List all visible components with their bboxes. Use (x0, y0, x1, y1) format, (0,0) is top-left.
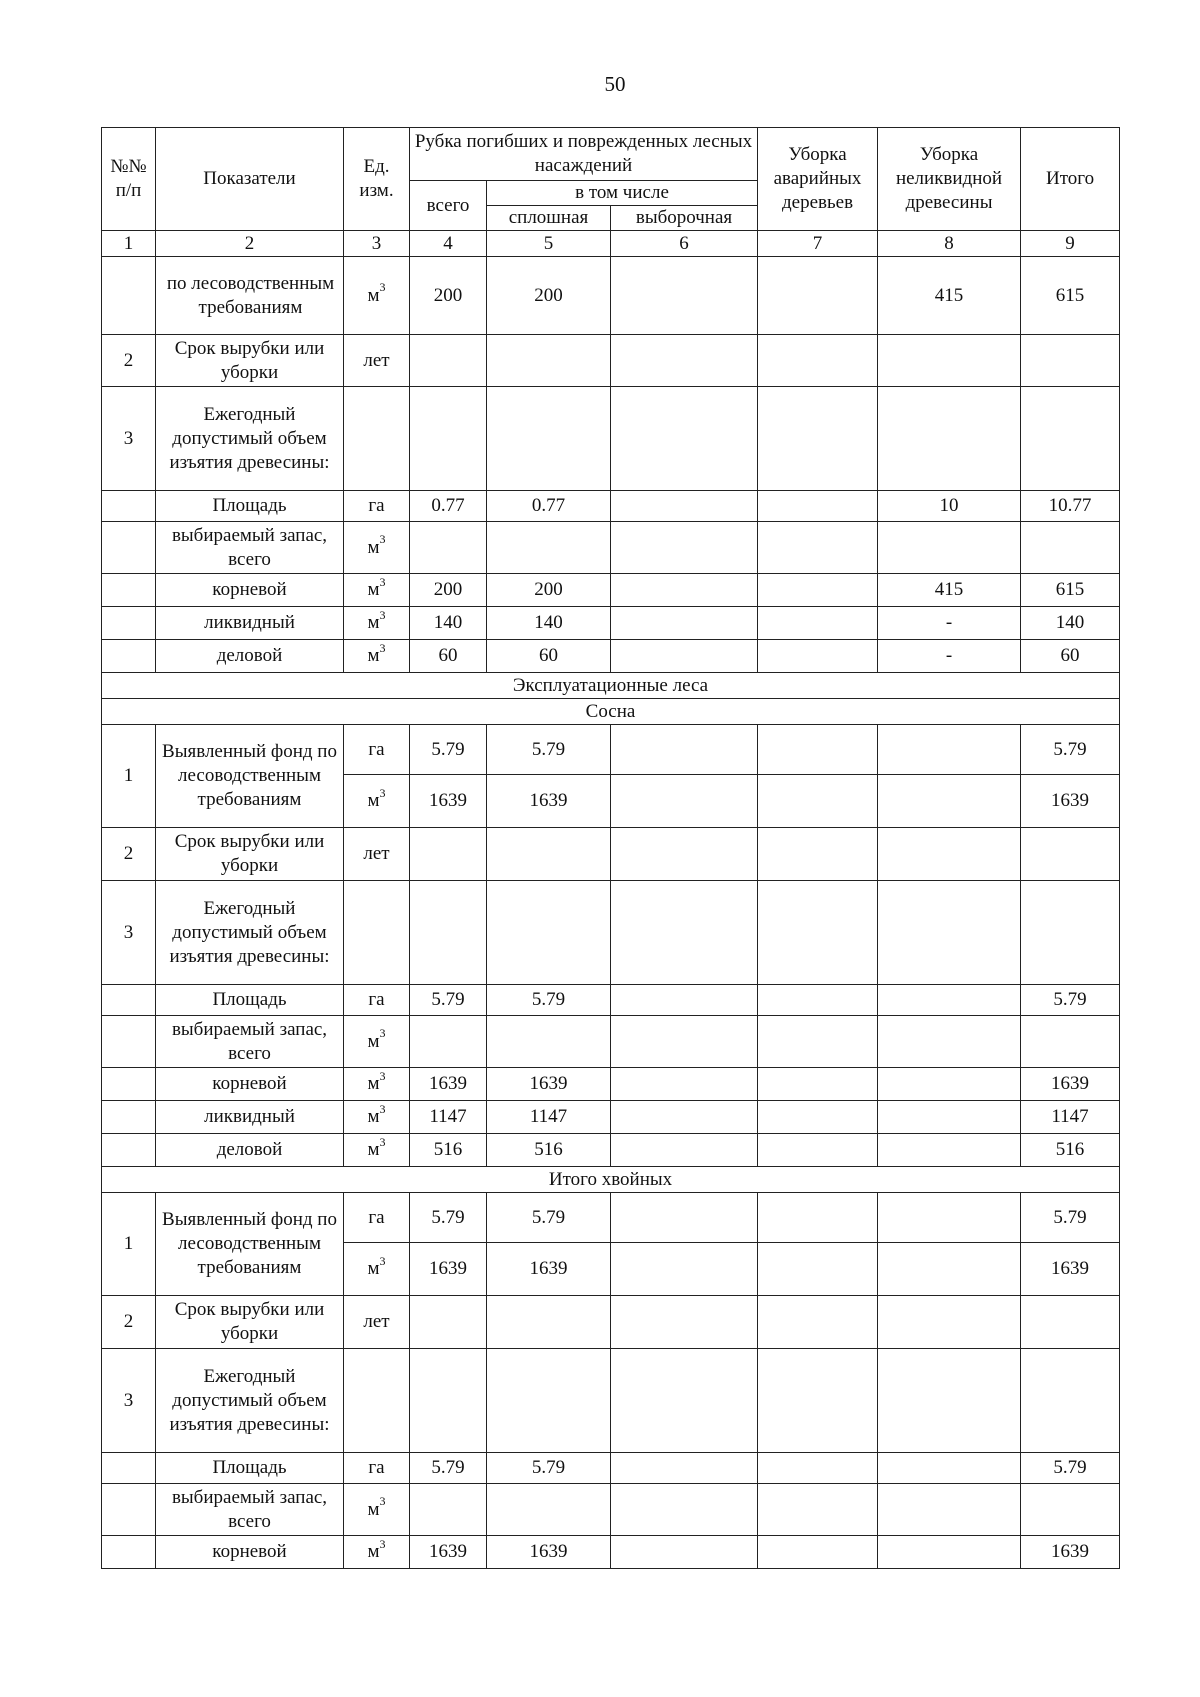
row-label: корневой (156, 1536, 344, 1569)
cell (611, 640, 758, 673)
unit-cell (344, 881, 410, 985)
cell (758, 522, 878, 574)
row-label: выбираемый запас, всего (156, 522, 344, 574)
cell (487, 387, 611, 491)
row-label: корневой (156, 574, 344, 607)
forest-felling-table (101, 127, 1120, 1569)
header-emergency: Уборка аварийных деревьев (758, 128, 878, 231)
row-label: Площадь (156, 985, 344, 1016)
cell (611, 1296, 758, 1349)
cell (611, 335, 758, 387)
cell (878, 828, 1021, 881)
cell (1021, 828, 1120, 881)
unit-cell: $м^3$ (344, 775, 410, 828)
cell (878, 1016, 1021, 1068)
cell (487, 1349, 611, 1453)
cell: 5.79 (487, 1193, 611, 1243)
cell (611, 387, 758, 491)
row-label: Ежегодный допустимый объем изъятия древесины: (156, 387, 344, 491)
col-number: 3 (344, 231, 410, 257)
cell: 10.77 (1021, 491, 1120, 522)
row-label: Выявленный фонд по лесоводственным требованиям (156, 1193, 344, 1296)
cell: 1639 (410, 1243, 487, 1296)
header-total-all: всего (410, 181, 487, 231)
row-label: ликвидный (156, 1101, 344, 1134)
cell: 516 (487, 1134, 611, 1167)
cell: 1639 (487, 1068, 611, 1101)
header-nonliquid: Уборка неликвидной древесины (878, 128, 1021, 231)
cell (758, 1453, 878, 1484)
cell (758, 1296, 878, 1349)
cell (758, 1484, 878, 1536)
row-num: 2 (102, 1296, 156, 1349)
row-label: деловой (156, 1134, 344, 1167)
cell: 1639 (487, 775, 611, 828)
cell (611, 607, 758, 640)
cell (758, 1016, 878, 1068)
unit-cell: $м^3$ (344, 1536, 410, 1569)
row-label: Срок вырубки или уборки (156, 1296, 344, 1349)
row-num (102, 1453, 156, 1484)
cell (1021, 1016, 1120, 1068)
cell (1021, 335, 1120, 387)
cell (758, 828, 878, 881)
cell (487, 1016, 611, 1068)
cell: 5.79 (487, 1453, 611, 1484)
cell (758, 1536, 878, 1569)
row-label: Ежегодный допустимый объем изъятия древесины: (156, 1349, 344, 1453)
header-selective: выборочная (611, 206, 758, 231)
cell: 5.79 (1021, 725, 1120, 775)
cell (1021, 881, 1120, 985)
cell (878, 775, 1021, 828)
row-num (102, 491, 156, 522)
cell: 5.79 (1021, 1193, 1120, 1243)
cell (758, 387, 878, 491)
cell: - (878, 607, 1021, 640)
row-num: 2 (102, 828, 156, 881)
cell (611, 1536, 758, 1569)
col-number: 1 (102, 231, 156, 257)
cell (611, 522, 758, 574)
row-num (102, 1016, 156, 1068)
row-label: Площадь (156, 1453, 344, 1484)
cell (410, 1349, 487, 1453)
cell: 200 (410, 257, 487, 335)
cell (410, 828, 487, 881)
row-num (102, 1101, 156, 1134)
cell (611, 574, 758, 607)
unit-cell: $м^3$ (344, 607, 410, 640)
col-number: 9 (1021, 231, 1120, 257)
unit-cell (344, 387, 410, 491)
row-label: ликвидный (156, 607, 344, 640)
cell: 516 (410, 1134, 487, 1167)
row-label: по лесоводственным требованиям (156, 257, 344, 335)
unit-cell: га (344, 985, 410, 1016)
cell (487, 1484, 611, 1536)
cell: 140 (410, 607, 487, 640)
cell: 1639 (487, 1243, 611, 1296)
cell: 5.79 (410, 1453, 487, 1484)
cell (487, 335, 611, 387)
row-num (102, 1536, 156, 1569)
cell (611, 725, 758, 775)
cell (758, 985, 878, 1016)
cell (611, 775, 758, 828)
cell (878, 985, 1021, 1016)
cell (878, 1134, 1021, 1167)
cell: 5.79 (410, 985, 487, 1016)
cell (611, 1101, 758, 1134)
header-unit: Ед. изм. (344, 128, 410, 231)
cell (611, 1484, 758, 1536)
section-header: Эксплуатационные леса (102, 673, 1120, 699)
cell (487, 522, 611, 574)
cell (758, 725, 878, 775)
cell (758, 1134, 878, 1167)
row-num (102, 574, 156, 607)
row-num: 1 (102, 725, 156, 828)
unit-cell (344, 1349, 410, 1453)
cell (878, 881, 1021, 985)
cell (611, 1134, 758, 1167)
cell (878, 1296, 1021, 1349)
row-num: 3 (102, 1349, 156, 1453)
unit-cell: лет (344, 1296, 410, 1349)
col-number: 4 (410, 231, 487, 257)
cell: 1639 (1021, 1068, 1120, 1101)
cell (611, 1243, 758, 1296)
cell (758, 335, 878, 387)
cell: 415 (878, 257, 1021, 335)
cell (410, 387, 487, 491)
cell: 5.79 (1021, 1453, 1120, 1484)
unit-cell: $м^3$ (344, 1243, 410, 1296)
unit-cell: $м^3$ (344, 1484, 410, 1536)
row-num (102, 257, 156, 335)
cell (758, 881, 878, 985)
cell: 200 (487, 257, 611, 335)
cell: 10 (878, 491, 1021, 522)
unit-cell: га (344, 1193, 410, 1243)
cell: 1639 (410, 1068, 487, 1101)
cell: 1639 (487, 1536, 611, 1569)
cell (758, 1349, 878, 1453)
row-num (102, 607, 156, 640)
cell (611, 1453, 758, 1484)
row-num (102, 640, 156, 673)
cell (611, 985, 758, 1016)
cell (611, 1193, 758, 1243)
row-label: Выявленный фонд по лесоводственным требованиям (156, 725, 344, 828)
cell: 1147 (1021, 1101, 1120, 1134)
header-itogo: Итого (1021, 128, 1120, 231)
cell (758, 1243, 878, 1296)
cell (611, 491, 758, 522)
cell (410, 1296, 487, 1349)
cell: 1639 (410, 775, 487, 828)
cell (878, 1453, 1021, 1484)
cell: 5.79 (410, 1193, 487, 1243)
cell: 140 (1021, 607, 1120, 640)
cell (758, 574, 878, 607)
cell (878, 1193, 1021, 1243)
col-number: 8 (878, 231, 1021, 257)
cell (758, 1101, 878, 1134)
unit-cell: $м^3$ (344, 1068, 410, 1101)
cell (487, 1296, 611, 1349)
header-indicator: Показатели (156, 128, 344, 231)
cell (758, 775, 878, 828)
col-number: 2 (156, 231, 344, 257)
cell (611, 881, 758, 985)
cell (758, 640, 878, 673)
cell: 1147 (410, 1101, 487, 1134)
header-felling-group: Рубка погибших и поврежденных лесных насаждений (410, 128, 758, 181)
page-number: 50 (604, 72, 626, 96)
row-num (102, 1068, 156, 1101)
cell (487, 881, 611, 985)
cell: 516 (1021, 1134, 1120, 1167)
cell (611, 1349, 758, 1453)
section-header: Сосна (102, 699, 1120, 725)
cell: - (878, 640, 1021, 673)
cell (878, 1243, 1021, 1296)
cell (410, 1484, 487, 1536)
row-label: корневой (156, 1068, 344, 1101)
cell: 0.77 (487, 491, 611, 522)
cell: 1639 (410, 1536, 487, 1569)
cell (758, 607, 878, 640)
cell: 5.79 (487, 725, 611, 775)
row-num (102, 1484, 156, 1536)
cell: 200 (410, 574, 487, 607)
cell (1021, 387, 1120, 491)
cell: 60 (487, 640, 611, 673)
row-label: деловой (156, 640, 344, 673)
cell (758, 257, 878, 335)
unit-cell: $м^3$ (344, 640, 410, 673)
cell (1021, 1296, 1120, 1349)
cell: 60 (1021, 640, 1120, 673)
header-clear: сплошная (487, 206, 611, 231)
cell (1021, 1349, 1120, 1453)
unit-cell: $м^3$ (344, 522, 410, 574)
cell: 5.79 (487, 985, 611, 1016)
cell: 5.79 (1021, 985, 1120, 1016)
row-label: Срок вырубки или уборки (156, 335, 344, 387)
col-number: 7 (758, 231, 878, 257)
cell (878, 725, 1021, 775)
row-num: 3 (102, 387, 156, 491)
cell (611, 1068, 758, 1101)
cell (758, 1193, 878, 1243)
cell: 615 (1021, 257, 1120, 335)
cell (410, 881, 487, 985)
row-label: Ежегодный допустимый объем изъятия древесины: (156, 881, 344, 985)
cell (1021, 1484, 1120, 1536)
cell (878, 335, 1021, 387)
cell (878, 522, 1021, 574)
unit-cell: га (344, 491, 410, 522)
row-label: Срок вырубки или уборки (156, 828, 344, 881)
row-num (102, 985, 156, 1016)
cell: 615 (1021, 574, 1120, 607)
cell (878, 1536, 1021, 1569)
row-label: выбираемый запас, всего (156, 1016, 344, 1068)
section-header: Итого хвойных (102, 1167, 1120, 1193)
row-label: Площадь (156, 491, 344, 522)
cell (878, 1068, 1021, 1101)
unit-cell: га (344, 1453, 410, 1484)
unit-cell: $м^3$ (344, 1134, 410, 1167)
cell (758, 1068, 878, 1101)
cell (410, 1016, 487, 1068)
unit-cell: $м^3$ (344, 1016, 410, 1068)
cell: 140 (487, 607, 611, 640)
cell: 1639 (1021, 775, 1120, 828)
col-number: 6 (611, 231, 758, 257)
cell: 1639 (1021, 1536, 1120, 1569)
row-num: 1 (102, 1193, 156, 1296)
cell (611, 828, 758, 881)
cell (410, 522, 487, 574)
cell: 5.79 (410, 725, 487, 775)
cell: 60 (410, 640, 487, 673)
col-number: 5 (487, 231, 611, 257)
cell (878, 1484, 1021, 1536)
unit-cell: $м^3$ (344, 574, 410, 607)
cell (611, 1016, 758, 1068)
row-num: 2 (102, 335, 156, 387)
cell (758, 491, 878, 522)
cell: 200 (487, 574, 611, 607)
unit-cell: $м^3$ (344, 257, 410, 335)
unit-cell: лет (344, 335, 410, 387)
unit-cell: лет (344, 828, 410, 881)
cell: 1147 (487, 1101, 611, 1134)
header-num: №№ п/п (102, 128, 156, 231)
cell (1021, 522, 1120, 574)
cell (878, 387, 1021, 491)
cell: 1639 (1021, 1243, 1120, 1296)
header-including: в том числе (487, 181, 758, 206)
cell (878, 1349, 1021, 1453)
cell: 415 (878, 574, 1021, 607)
unit-cell: $м^3$ (344, 1101, 410, 1134)
cell (410, 335, 487, 387)
cell (611, 257, 758, 335)
cell: 0.77 (410, 491, 487, 522)
row-label: выбираемый запас, всего (156, 1484, 344, 1536)
cell (878, 1101, 1021, 1134)
row-num (102, 522, 156, 574)
row-num: 3 (102, 881, 156, 985)
cell (487, 828, 611, 881)
row-num (102, 1134, 156, 1167)
unit-cell: га (344, 725, 410, 775)
